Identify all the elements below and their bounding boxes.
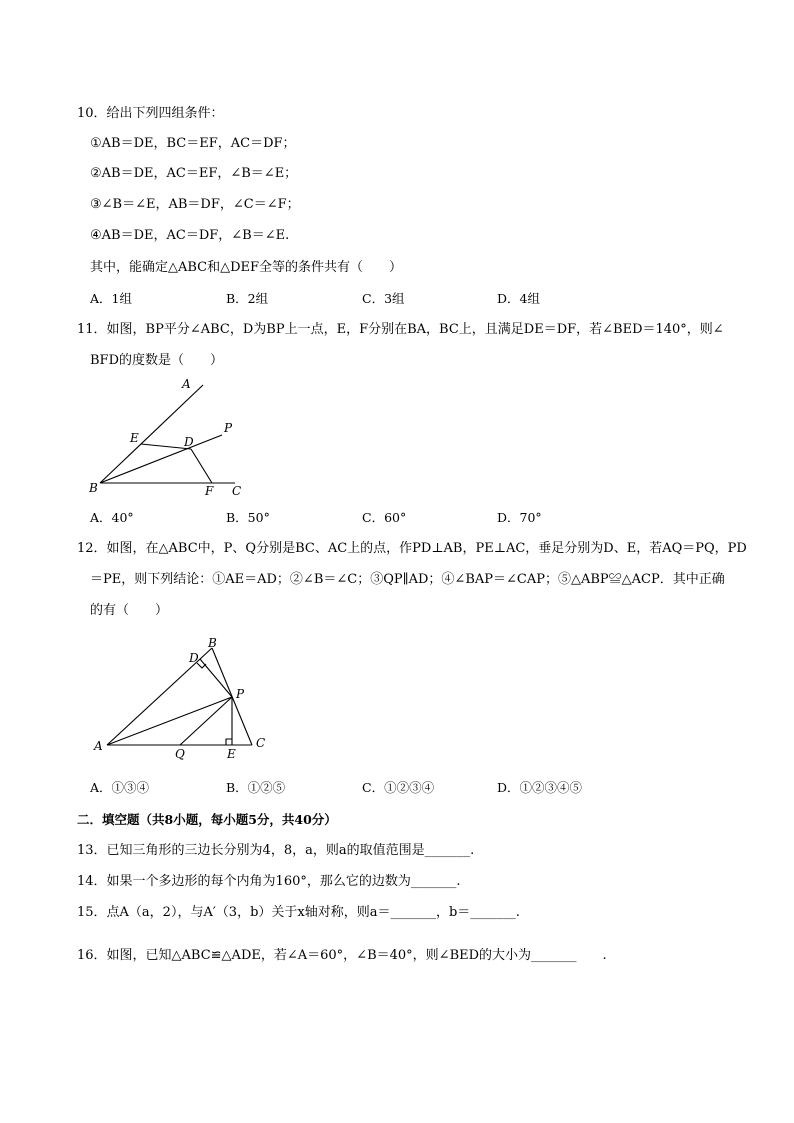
q12-option-a: A．①③④ (90, 780, 150, 795)
q11-label-c: C (232, 484, 242, 498)
q11-stem-line2: BFD的度数是（ ） (90, 353, 223, 368)
q11-figure (85, 372, 255, 502)
q11-ray-ba (100, 385, 203, 483)
q10-condition-2: ②AB＝DE，AC＝EF，∠B＝∠E； (90, 166, 298, 181)
q10-option-c: C．3组 (362, 291, 405, 306)
q11-label-d: D (184, 435, 194, 449)
q12-option-c: C．①②③④ (362, 780, 435, 795)
q12-segment-ap (107, 697, 232, 745)
q11-stem-line1: 11．如图，BP平分∠ABC，D为BP上一点，E，F分别在BA，BC上，且满足DE＝DF，若∠BED＝140°，则∠ (77, 322, 724, 337)
q10-stem: 10．给出下列四组条件： (77, 106, 224, 121)
q13-text: 13．已知三角形的三边长分别为4，8，a，则a的取值范围是_______. (77, 843, 475, 858)
q12-stem-line2: ＝PE，则下列结论：①AE＝AD；②∠B＝∠C；③QP∥AD；④∠BAP＝∠CAP；⑤△ABP≌△ACP．其中正确 (90, 572, 725, 587)
q11-label-e: E (130, 431, 139, 445)
q10-option-a: A．1组 (90, 291, 132, 306)
q11-option-b: B．50° (226, 510, 270, 525)
q10-option-d: D．4组 (497, 291, 540, 306)
q12-label-e: E (227, 747, 236, 761)
q11-label-a: A (182, 377, 191, 391)
q11-label-b: B (89, 481, 98, 495)
q12-stem-line1: 12．如图，在△ABC中，P、Q分别是BC、AC上的点，作PD⊥AB，PE⊥AC，垂足分别为D、E，若AQ＝PQ，PD (77, 541, 747, 556)
q11-option-d: D．70° (497, 510, 542, 525)
q12-label-c: C (256, 736, 266, 750)
q14-text: 14．如果一个多边形的每个内角为160°，那么它的边数为_______. (77, 874, 461, 889)
q12-stem-line3: 的有（ ） (90, 603, 169, 618)
q16-text: 16．如图，已知△ABC≌△ADE，若∠A＝60°，∠B＝40°，则∠BED的大小为_______ . (77, 948, 607, 963)
q10-condition-3: ③∠B＝∠E，AB＝DF，∠C＝∠F； (90, 197, 300, 212)
q11-option-c: C．60° (362, 510, 407, 525)
q15-text: 15．点A（a，2），与A′（3，b）关于x轴对称，则a＝_______，b＝_______. (77, 905, 520, 920)
q12-label-d: D (189, 651, 199, 665)
q11-segment-df (191, 449, 212, 483)
q12-option-b: B．①②⑤ (226, 780, 286, 795)
q10-condition-4: ④AB＝DE，AC＝DF，∠B＝∠E. (90, 228, 290, 243)
q11-option-a: A．40° (90, 510, 134, 525)
q12-segment-qp (180, 697, 232, 745)
q11-label-f: F (205, 484, 214, 498)
q10-option-b: B．2组 (226, 291, 269, 306)
q10-condition-1: ①AB＝DE，BC＝EF，AC＝DF； (90, 136, 296, 151)
q12-figure (90, 634, 280, 759)
q12-label-a: A (94, 739, 103, 753)
q12-right-angle-e (226, 739, 232, 745)
q11-ray-bp (100, 435, 222, 483)
q12-label-q: Q (175, 747, 185, 761)
q11-label-p: P (224, 421, 233, 435)
q12-label-b: B (208, 636, 217, 650)
q12-option-d: D．①②③④⑤ (497, 780, 583, 795)
section-title-fill-in: 二．填空题（共8小题，每小题5分，共40分） (77, 812, 337, 827)
q12-label-p: P (236, 687, 245, 701)
q10-question: 其中，能确定△ABC和△DEF全等的条件共有（ ） (90, 260, 403, 275)
